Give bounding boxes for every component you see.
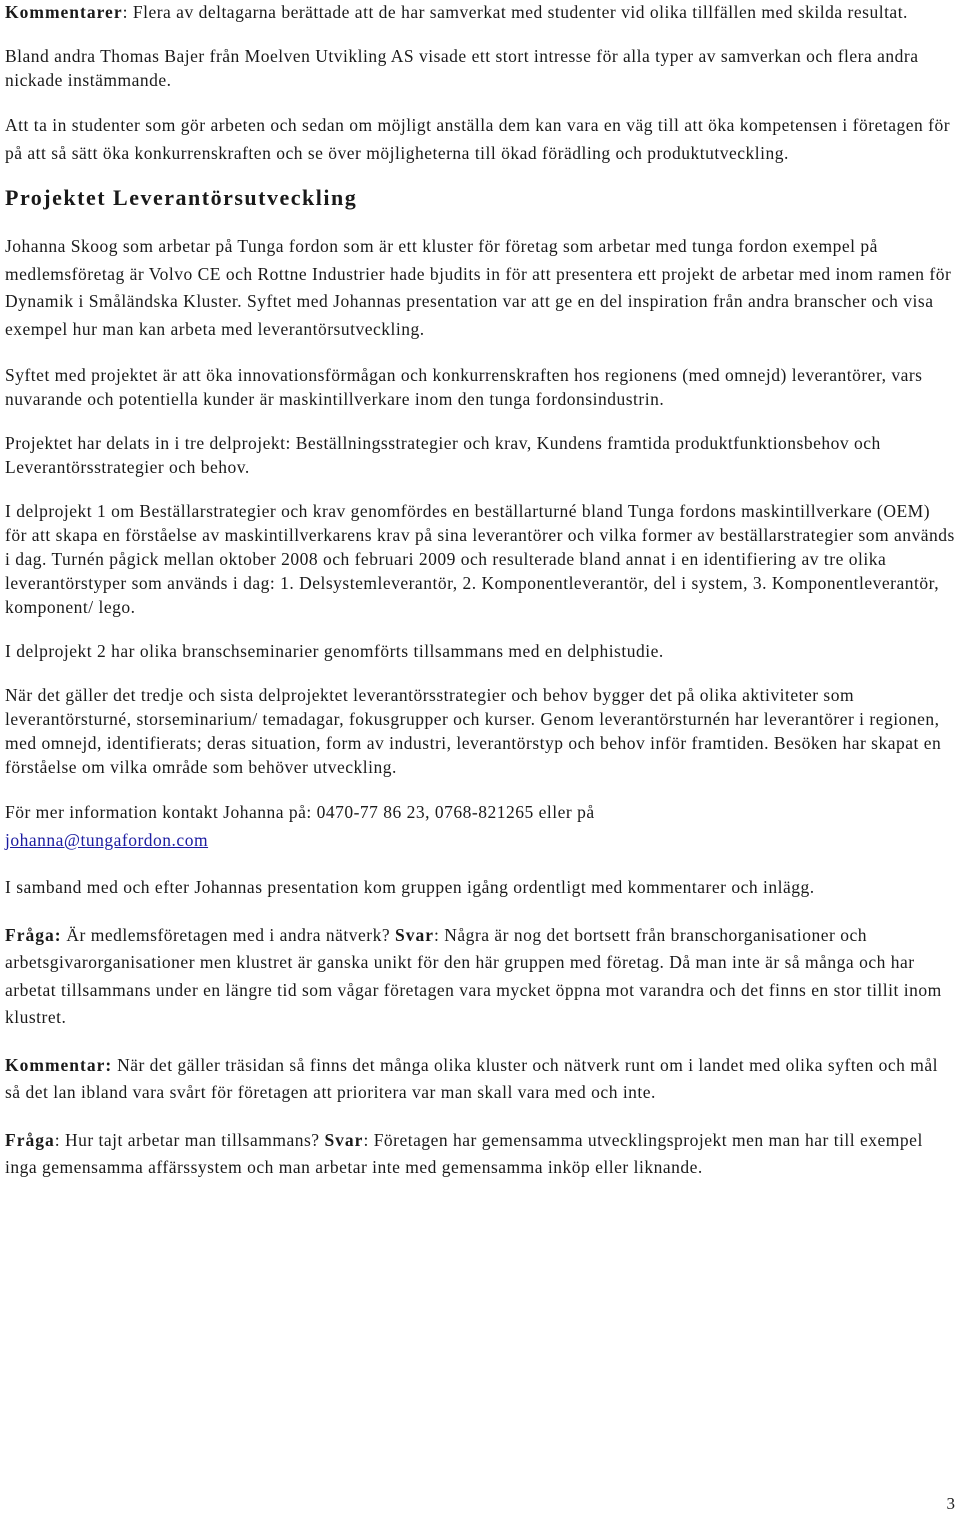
document-page xyxy=(5,0,955,1182)
question-label: Fråga: xyxy=(5,924,62,945)
qa-paragraph-1 xyxy=(5,922,955,1032)
paragraph-bajer: Bland andra Thomas Bajer från Moelven Utvikling AS visade ett stort intresse för alla typer av samverkan och flera andra nickade instämmande. xyxy=(5,46,919,90)
answer-text: : Företagen har gemensamma utvecklingsprojekt men man har till exempel inga gemensamma affärssystem och man arbetar inte med gemensamma inköp eller liknande. xyxy=(5,1129,923,1177)
answer-label: Svar xyxy=(394,924,434,945)
question-label: Fråga xyxy=(5,1129,55,1150)
answer-label: Svar xyxy=(324,1129,364,1150)
contact-paragraph xyxy=(5,799,955,854)
comment-label: Kommentarer xyxy=(5,2,123,22)
paragraph-subproject-1: I delprojekt 1 om Beställarstrategier och krav genomfördes en beställarturné bland Tunga fordons maskintillverkare (OEM) för att skapa en förståelse av maskintillverkarens krav på sina leverantörer och vilka former av beställarstrategier som används i dag. Turnén pågick mellan oktober 2008 och februari 2009 och resulterade bland annat i en identifiering av tre olika leverantörstyper som används i dag: 1. Delsystemleverantör, 2. Komponentleverantör, del i system, 3. Komponentleverantör, komponent/ lego. xyxy=(5,501,955,617)
paragraph-subprojects: Projektet har delats in i tre delprojekt: Beställningsstrategier och krav, Kundens framtida produktfunktionsbehov och Leverantörsstrategier och behov. xyxy=(5,433,881,477)
comment-colon: : xyxy=(122,2,128,22)
page-number: 3 xyxy=(946,1494,955,1513)
email-link[interactable]: johanna@tungafordon.com xyxy=(5,829,209,850)
answer-text: : Några är nog det bortsett från branschorganisationer och arbetsgivarorganisationer men klustret är ganska unikt för den här gruppen med företag. Då man inte är så många och har arbetat tillsammans under en längre tid som vågar företagen vara mycket öppna mot varandra och det finns en stor tillit inom klustret. xyxy=(5,924,942,1027)
section-heading: Projektet Leverantörsutveckling xyxy=(5,185,358,210)
comment-text: Flera av deltagarna berättade att de har samverkat med studenter vid olika tillfällen med skilda resultat. xyxy=(127,2,908,22)
paragraph-johanna-intro: Johanna Skoog som arbetar på Tunga fordon som är ett kluster för företag som arbetar med tunga fordon exempel på medlemsföretag är Volvo CE och Rottne Industrier hade bjudits in för att presentera ett projekt de arbetar med inom ramen för Dynamik i Småländska Kluster. Syftet med Johannas presentation var att ge en del inspiration från andra branscher och visa exempel hur man kan arbeta med leverantörsutveckling. xyxy=(5,236,952,339)
paragraph-discussion: I samband med och efter Johannas presentation kom gruppen igång ordentligt med kommentarer och inlägg. xyxy=(5,877,815,897)
comment-text: När det gäller träsidan så finns det många olika kluster och nätverk runt om i landet med olika syften och mål så det lan ibland vara svårt för företagen att prioritera var man skall vara med och inte. xyxy=(5,1054,938,1102)
qa-paragraph-2 xyxy=(5,1127,955,1182)
paragraph-subproject-3: När det gäller det tredje och sista delprojektet leverantörsstrategier och behov bygger det på olika aktiviteter som leverantörsturné, storseminarium/ temadagar, fokusgrupper och kurser. Genom leverantörsturnén har leverantörer i regionen, med omnejd, identifierats; deras situation, form av industri, leverantörstyp och behov inför framtiden. Besöken har skapat en förståelse om vilka område som behöver utveckling. xyxy=(5,685,942,777)
comment-paragraph-2 xyxy=(5,1052,955,1107)
paragraph-project-purpose: Syftet med projektet är att öka innovationsförmågan och konkurrenskraften hos regionens (med omnejd) leverantörer, vars nuvarande och potentiella kunder är maskintillverkare inom den tunga fordonsindustrin. xyxy=(5,365,923,409)
paragraph-subproject-2: I delprojekt 2 har olika branschseminarier genomförts tillsammans med en delphistudie. xyxy=(5,641,664,661)
question-text: : Hur tajt arbetar man tillsammans? xyxy=(54,1129,325,1150)
comment-label: Kommentar: xyxy=(5,1054,113,1075)
question-text: Är medlemsföretagen med i andra nätverk? xyxy=(61,924,395,945)
comment-paragraph xyxy=(5,0,955,24)
paragraph-students: Att ta in studenter som gör arbeten och sedan om möjligt anställa dem kan vara en väg till att öka kompetensen i företagen för på att så sätt öka konkurrenskraften och se över möjligheterna till ökad förädling och produktutveckling. xyxy=(5,115,951,163)
contact-text: För mer information kontakt Johanna på: 0470-77 86 23, 0768-821265 eller på xyxy=(5,802,595,822)
